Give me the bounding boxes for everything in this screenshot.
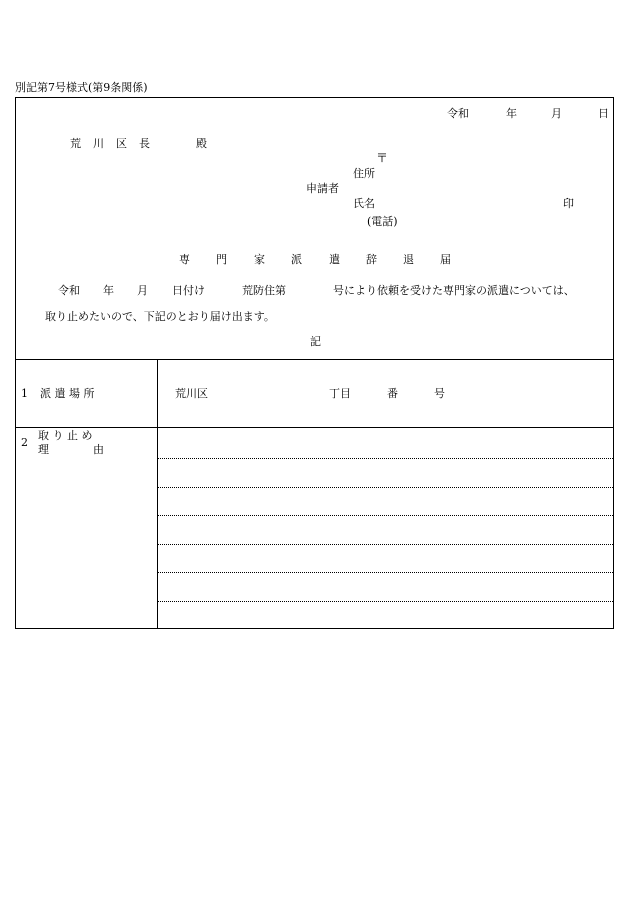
- title-char-2: 門: [216, 253, 227, 266]
- row2-number: 2: [21, 436, 28, 449]
- title-char-3: 家: [254, 253, 265, 266]
- postal-mark-icon: 〒: [376, 151, 389, 165]
- addressee-char-2: 川: [93, 137, 104, 150]
- date-year: 年: [506, 107, 517, 120]
- row-divider: [15, 427, 614, 428]
- row2-label-line1: 取 り 止 め: [38, 429, 93, 442]
- row1-ban: 番: [387, 387, 398, 400]
- body-text-2: 取り止めたいので、下記のとおり届け出ます。: [45, 310, 275, 323]
- addressee-char-3: 区: [116, 137, 127, 150]
- reason-line-1: [158, 458, 613, 459]
- form-frame: [15, 97, 614, 629]
- addressee-char-1: 荒: [70, 137, 81, 150]
- form-label: 別記第7号様式(第9条関係): [15, 81, 148, 94]
- title-char-7: 退: [403, 253, 414, 266]
- name-label: 氏名: [353, 197, 375, 210]
- body-year: 年: [103, 284, 114, 297]
- reason-line-6: [158, 601, 613, 602]
- table-top-line: [15, 359, 614, 360]
- phone-label: (電話): [367, 215, 398, 228]
- row1-number: 1: [21, 387, 28, 400]
- address-label: 住所: [353, 167, 375, 180]
- reason-line-4: [158, 544, 613, 545]
- addressee-char-4: 長: [139, 137, 150, 150]
- body-era: 令和: [58, 284, 80, 297]
- table-column-divider: [157, 360, 158, 629]
- date-era: 令和: [447, 107, 469, 120]
- title-char-8: 届: [440, 253, 451, 266]
- reason-line-2: [158, 487, 613, 488]
- title-char-1: 専: [179, 253, 190, 266]
- date-day: 日: [598, 107, 609, 120]
- applicant-label: 申請者: [306, 182, 339, 195]
- ki-mark: 記: [310, 335, 321, 348]
- reason-line-5: [158, 572, 613, 573]
- addressee-honorific: 殿: [196, 137, 207, 150]
- title-char-5: 遣: [329, 253, 340, 266]
- body-text-1: 号により依頼を受けた専門家の派遣については、: [333, 284, 575, 297]
- row1-label: 派 遣 場 所: [40, 387, 95, 400]
- reason-line-3: [158, 515, 613, 516]
- body-month: 月: [137, 284, 148, 297]
- seal-mark: 印: [563, 197, 574, 210]
- title-char-6: 辞: [366, 253, 377, 266]
- row2-label-line2-b: 由: [93, 443, 104, 456]
- row1-ward: 荒川区: [175, 387, 208, 400]
- row1-chome: 丁目: [329, 387, 351, 400]
- row2-label-line2-a: 理: [38, 443, 49, 456]
- body-reference: 荒防住第: [242, 284, 286, 297]
- body-day: 日付け: [172, 284, 205, 297]
- title-char-4: 派: [291, 253, 302, 266]
- row1-go: 号: [434, 387, 445, 400]
- date-month: 月: [551, 107, 562, 120]
